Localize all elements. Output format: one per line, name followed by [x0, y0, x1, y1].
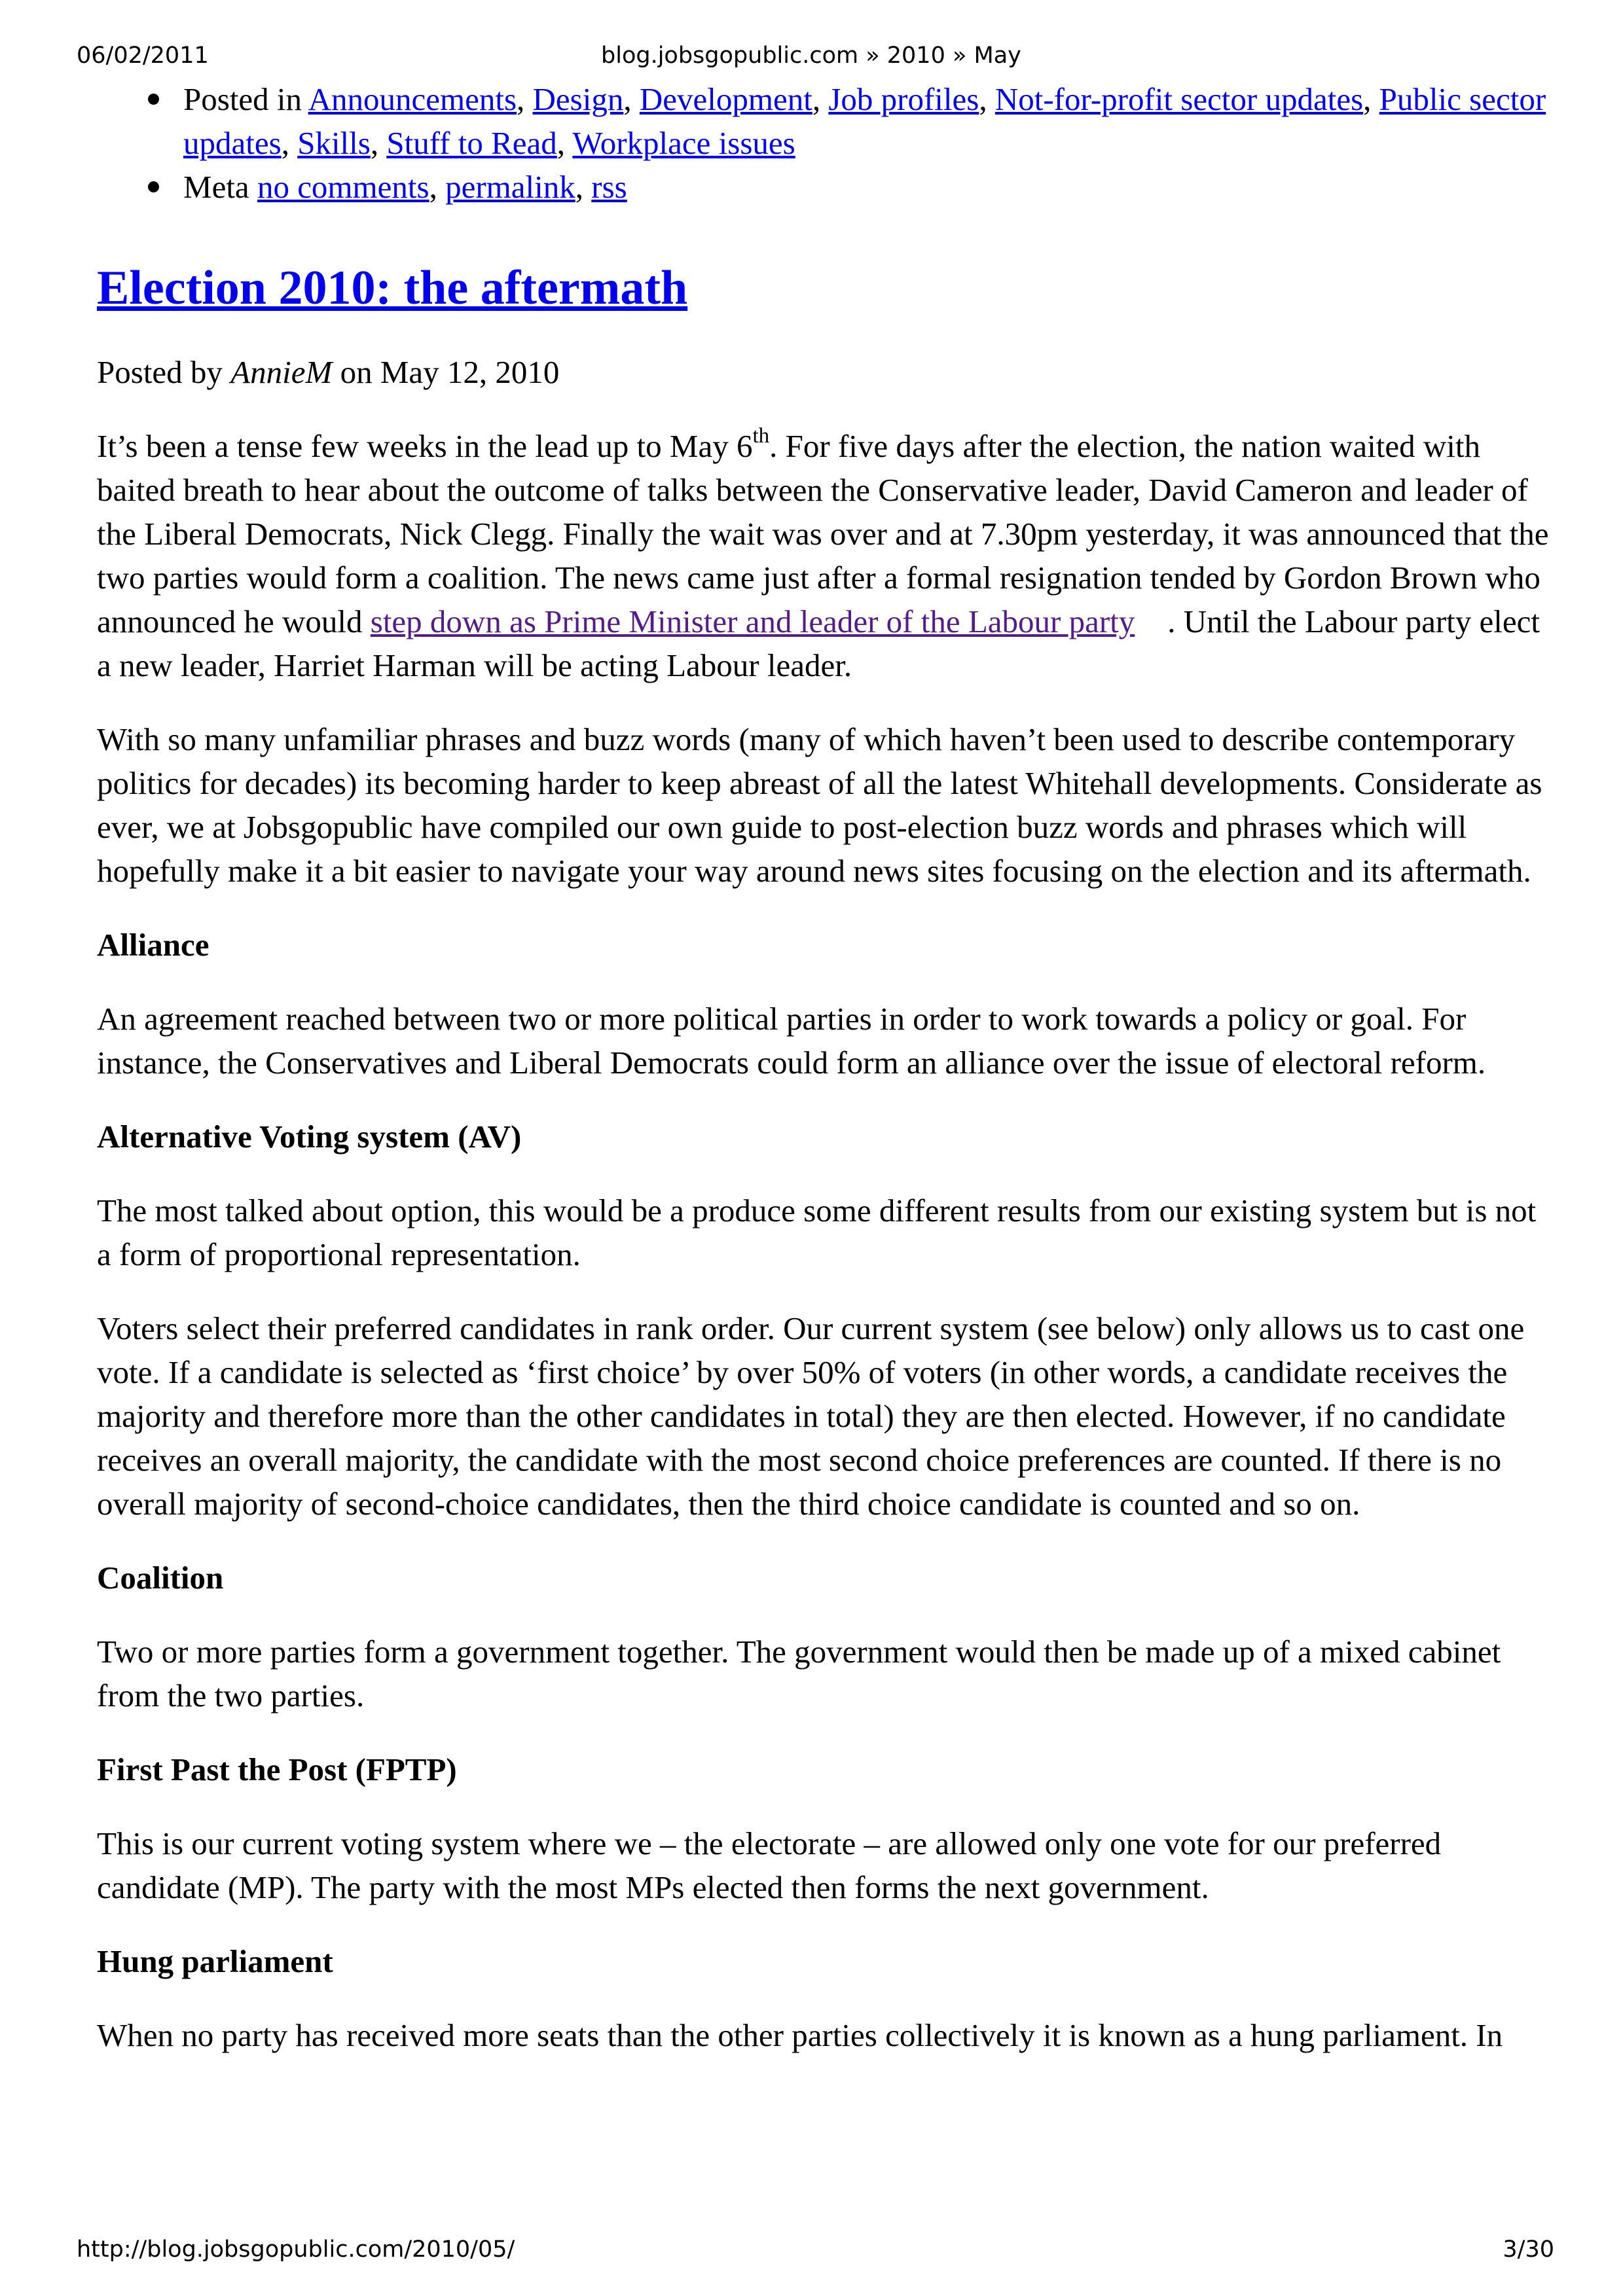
posted-in-label: Posted in: [183, 81, 302, 117]
intro-text-c: . Until the Labour party elect a new leader, Harriet Harman will be acting Labour leader.: [97, 603, 1541, 683]
category-link-workplace-issues[interactable]: Workplace issues: [572, 125, 795, 161]
section-heading-coalition: Coalition: [97, 1560, 224, 1596]
post-title-link[interactable]: Election 2010: the aftermath: [97, 261, 688, 315]
post-title: [97, 259, 1552, 317]
section-heading-hung-parliament: Hung parliament: [97, 1943, 333, 1979]
category-link-stuff-to-read[interactable]: Stuff to Read: [386, 125, 557, 161]
category-link-development[interactable]: Development: [639, 81, 812, 117]
no-comments-link[interactable]: no comments: [257, 169, 429, 205]
section-paragraph-fptp: This is our current voting system where we – the electorate – are allowed only one vote for our preferred candidate (MP). The party with the most MPs elected then forms the next government.: [97, 1825, 1442, 1905]
category-link-not-for-profit[interactable]: Not-for-profit sector updates: [994, 81, 1364, 117]
category-link-job-profiles[interactable]: Job profiles: [828, 81, 979, 117]
print-header-date: 06/02/2011: [77, 43, 209, 69]
rss-link[interactable]: rss: [591, 169, 627, 205]
post-byline: [97, 350, 1552, 394]
print-footer-page-number: 3/30: [1503, 2236, 1554, 2263]
section-paragraph-coalition: Two or more parties form a government together. The government would then be made up of a mixed cabinet from the two parties.: [97, 1634, 1501, 1713]
section-paragraph-alliance: An agreement reached between two or more political parties in order to work towards a policy or goal. For instance, the Conservatives and Liberal Democrats could form an alliance over the issue of electoral reform.: [97, 1001, 1486, 1081]
post-content: [97, 77, 1552, 2087]
print-footer-url: http://blog.jobsgopublic.com/2010/05/: [77, 2236, 515, 2263]
byline-prefix: Posted by: [97, 354, 223, 390]
meta-label: Meta: [183, 169, 249, 205]
post-body: [97, 424, 1552, 2057]
category-link-public-sector[interactable]: Public sector updates: [183, 81, 1546, 161]
category-link-skills[interactable]: Skills: [297, 125, 371, 161]
section-heading-alliance: Alliance: [97, 927, 210, 963]
intro-text-b: . For five days after the election, the nation waited with baited breath to hear about the outcome of talks between the Conservative leader, David Cameron and leader of the Liberal Democrats, Nick Clegg. Finally the wait was over and at 7.30pm yesterday, it was announced that the two parties would form a coalition. The news came just after a formal resignation tended by Gordon Brown who announced he would: [97, 428, 1549, 639]
section-heading-av: Alternative Voting system (AV): [97, 1119, 522, 1155]
intro-superscript: th: [752, 424, 770, 448]
step-down-link[interactable]: step down as Prime Minister and leader of the Labour party: [370, 603, 1135, 639]
permalink-link[interactable]: permalink: [445, 169, 575, 205]
post-meta-list: [97, 77, 1552, 209]
category-link-design[interactable]: Design: [532, 81, 624, 117]
section-paragraph-av-2: Voters select their preferred candidates in rank order. Our current system (see below) only allows us to cast one vote. If a candidate is selected as ‘first choice’ by over 50% of voters (in other words, a candidate receives the majority and therefore more than the other candidates in total) they are then elected. However, if no candidate receives an overall majority, the candidate with the most second choice preferences are counted. If there is no overall majority of second-choice candidates, then the third choice candidate is counted and so on.: [97, 1310, 1525, 1522]
section-heading-fptp: First Past the Post (FPTP): [97, 1751, 457, 1787]
section-paragraph-av-1: The most talked about option, this would be a produce some different results from our existing system but is not a form of proportional representation.: [97, 1193, 1537, 1272]
meta-item: Meta no comments, permalink, rss: [183, 165, 1552, 209]
posted-in-item: Posted in Announcements, Design, Development, Job profiles, Not-for-profit sector updates, Public sector updates, Skills, Stuff to Read, Workplace issues: [183, 77, 1552, 165]
section-paragraph-hung-parliament: When no party has received more seats than the other parties collectively it is known as a hung parliament. In: [97, 2017, 1503, 2053]
byline-date: on May 12, 2010: [340, 354, 560, 390]
intro-paragraph-2: With so many unfamiliar phrases and buzz words (many of which haven’t been used to describe contemporary politics for decades) its becoming harder to keep abreast of all the latest Whitehall developments. Considerate as ever, we at Jobsgopublic have compiled our own guide to post-election buzz words and phrases which will hopefully make it a bit easier to navigate your way around news sites focusing on the election and its aftermath.: [97, 721, 1542, 889]
category-link-announcements[interactable]: Announcements: [308, 81, 517, 117]
print-header-title: blog.jobsgopublic.com » 2010 » May: [601, 43, 1021, 69]
intro-text-a: It’s been a tense few weeks in the lead up to May 6: [97, 428, 753, 464]
byline-author: AnnieM: [230, 354, 333, 390]
intro-paragraph-1: [97, 424, 1552, 687]
